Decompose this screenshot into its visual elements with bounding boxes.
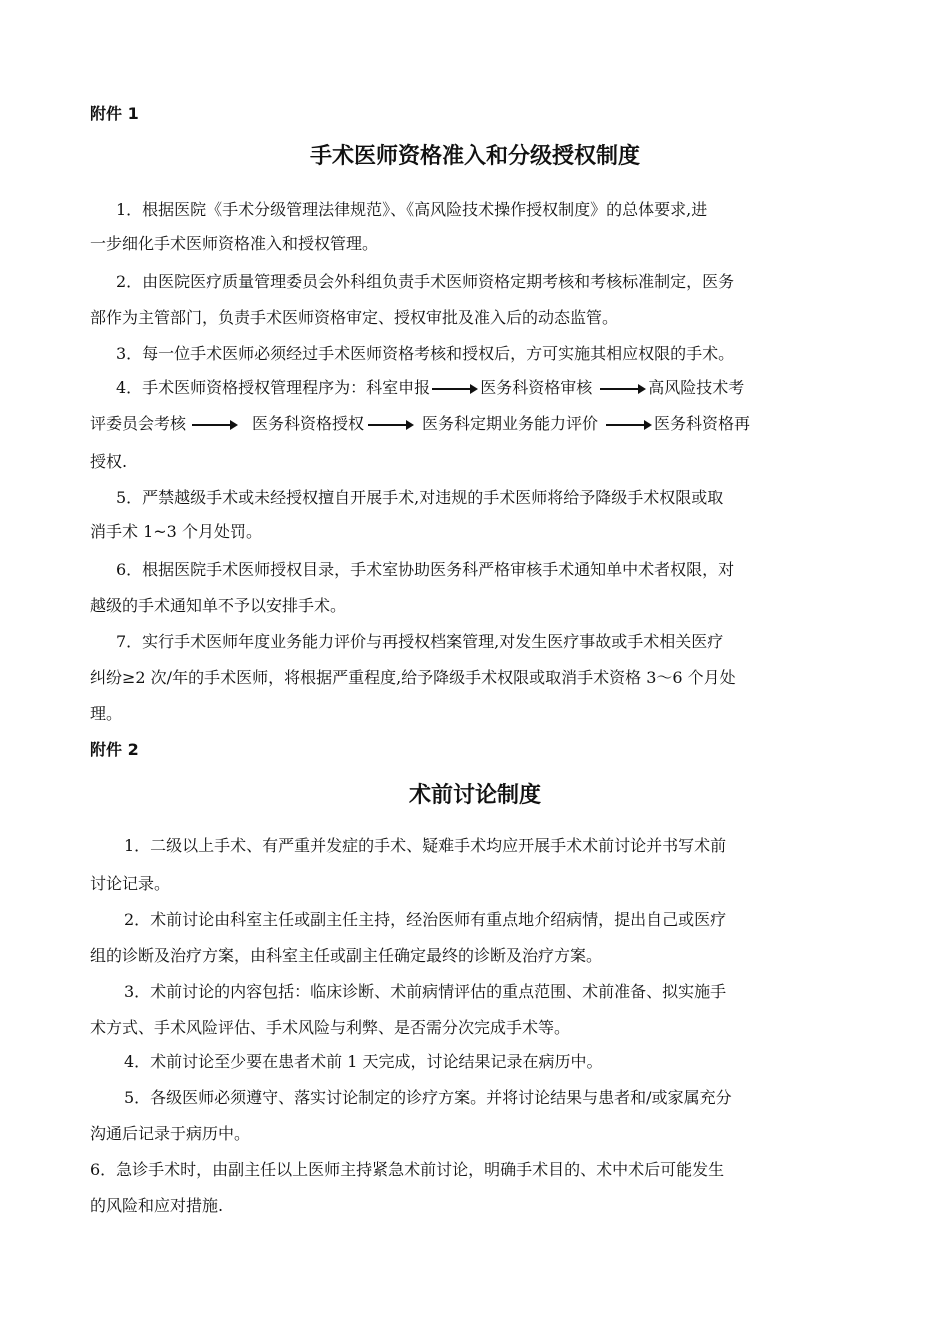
flow-arrow-icon — [368, 420, 414, 430]
procedure-step-review: 医务科资格审核 — [480, 378, 593, 397]
a1-para-7-line-2: 纠纷≥2 次/年的手术医师，将根据严重程度,给予降级手术权限或取消手术资格 3～6 个月处 — [90, 668, 736, 687]
a1-para-4-line-1 — [116, 377, 865, 399]
procedure-step-committee-b: 评委员会考核 — [90, 414, 187, 433]
attachment-2-title: 术前讨论制度 — [408, 783, 541, 808]
a2-para-6-line-1: 6．急诊手术时，由副主任以上医师主持紧急术前讨论，明确手术目的、术中术后可能发生 — [90, 1160, 725, 1179]
a2-para-5-line-2: 沟通后记录于病历中。 — [90, 1124, 251, 1143]
a2-para-2-line-2: 组的诊断及治疗方案，由科室主任或副主任确定最终的诊断及治疗方案。 — [90, 946, 603, 965]
a2-para-3-line-1: 3．术前讨论的内容包括：临床诊断、术前病情评估的重点范围、术前准备、拟实施手 — [124, 982, 727, 1001]
flow-arrow-icon — [606, 420, 652, 430]
procedure-step-committee-a: 高风险技术考 — [648, 378, 745, 397]
a1-para-5-line-1: 5．严禁越级手术或未经授权擅自开展手术,对违规的手术医师将给予降级手术权限或取 — [116, 488, 724, 507]
a1-para-7-line-1: 7．实行手术医师年度业务能力评价与再授权档案管理,对发生医疗事故或手术相关医疗 — [116, 632, 724, 651]
a1-para-2-line-1: 2．由医院医疗质量管理委员会外科组负责手术医师资格定期考核和考核标准制定，医务 — [116, 272, 735, 291]
a2-para-1-line-2: 讨论记录。 — [90, 874, 171, 893]
procedure-step-apply: 4．手术医师资格授权管理程序为：科室申报 — [116, 378, 431, 397]
a2-para-1-line-1: 1．二级以上手术、有严重并发症的手术、疑难手术均应开展手术术前讨论并书写术前 — [124, 836, 727, 855]
a1-para-4-line-2 — [90, 413, 865, 435]
attachment-1-label: 附件 1 — [90, 104, 139, 123]
a2-para-4-line-1: 4．术前讨论至少要在患者术前 1 天完成，讨论结果记录在病历中。 — [124, 1052, 603, 1071]
a1-para-2-line-2: 部作为主管部门，负责手术医师资格审定、授权审批及准入后的动态监管。 — [90, 308, 619, 327]
flow-arrow-icon — [432, 384, 478, 394]
a1-para-6-line-2: 越级的手术通知单不予以安排手术。 — [90, 596, 347, 615]
attachment-1-title: 手术医师资格准入和分级授权制度 — [309, 144, 640, 169]
a1-para-1-line-2: 一步细化手术医师资格准入和授权管理。 — [90, 234, 379, 253]
procedure-step-authorize: 医务科资格授权 — [252, 414, 365, 433]
a2-para-3-line-2: 术方式、手术风险评估、手术风险与利弊、是否需分次完成手术等。 — [90, 1018, 571, 1037]
a1-para-5-line-2: 消手术 1~3 个月处罚。 — [90, 522, 262, 541]
a2-para-5-line-1: 5．各级医师必须遵守、落实讨论制定的诊疗方案。并将讨论结果与患者和/或家属充分 — [124, 1088, 732, 1107]
attachment-2-label: 附件 2 — [90, 740, 139, 759]
procedure-step-evaluate: 医务科定期业务能力评价 — [422, 414, 599, 433]
flow-arrow-icon — [192, 420, 238, 430]
a2-para-6-line-2: 的风险和应对措施. — [90, 1196, 224, 1215]
a1-para-3-line-1: 3．每一位手术医师必须经过手术医师资格考核和授权后，方可实施其相应权限的手术。 — [116, 344, 735, 363]
procedure-step-reauthorize-a: 医务科资格再 — [654, 414, 751, 433]
a1-para-6-line-1: 6．根据医院手术医师授权目录，手术室协助医务科严格审核手术通知单中术者权限，对 — [116, 560, 735, 579]
a1-para-1-line-1: 1．根据医院《手术分级管理法律规范》、《高风险技术操作授权制度》的总体要求,进 — [116, 200, 708, 219]
flow-arrow-icon — [600, 384, 646, 394]
a1-para-7-line-3: 理。 — [90, 704, 123, 723]
a2-para-2-line-1: 2．术前讨论由科室主任或副主任主持，经治医师有重点地介绍病情，提出自己或医疗 — [124, 910, 727, 929]
a1-para-4-line-3: 授权. — [90, 452, 128, 471]
